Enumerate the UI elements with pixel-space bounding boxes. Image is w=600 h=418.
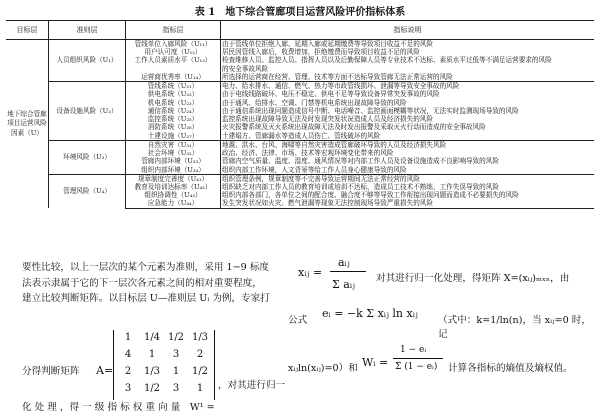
matrix-cell: 1 xyxy=(124,332,132,343)
header-goal: 目标层 xyxy=(6,21,49,40)
description-cell: 土建塌方、管廊漏水等造成人员伤亡、管线破坏的风险 xyxy=(222,131,381,140)
x-fraction-bar xyxy=(330,271,366,272)
table-header-row xyxy=(6,21,594,40)
table-caption: 表 1 地下综合管廊项目运营风险评价指标体系 xyxy=(194,7,406,18)
index-cell: 组织内部环境（U₃₄） xyxy=(126,166,221,175)
matrix-after-text: ，对其进行归一 xyxy=(218,380,286,391)
table-row xyxy=(6,140,594,149)
matrix-grid xyxy=(116,332,212,400)
matrix-cell: 2 xyxy=(124,366,132,377)
table-row xyxy=(6,40,594,49)
description-cell: 由于通信系统出现问题造成信号中断、电话噪音、监控画面模糊等状况，无法实时监测现场导致的风险 xyxy=(222,106,519,115)
left-line-3: 建立比较判断矩阵。以目标层 U—准则层 Uᵢ 为例，专家打 xyxy=(22,293,270,305)
header-index: 指标层 xyxy=(126,21,221,40)
matrix-cell: 1 xyxy=(196,383,204,394)
description-cell: 的安全事故风险 xyxy=(222,64,269,73)
matrix-label: 分得判断矩阵 xyxy=(22,366,80,377)
index-cell: 应急能力（U₄₄） xyxy=(126,199,221,208)
w-formula-num: 1 − eᵢ xyxy=(400,345,427,355)
index-cell: 消防系统（U₂₆） xyxy=(126,123,221,131)
matrix-cell: 1 xyxy=(172,366,180,377)
index-cell: 规章制度完善度（U₄₁） xyxy=(126,174,221,183)
matrix-row xyxy=(116,349,212,366)
index-cell: 土建设施（U₂₇） xyxy=(126,132,221,141)
description-cell: 组织管理条例，规章制度等不完善导致运营期间无法正常经营的风险 xyxy=(221,174,595,183)
description-cell: 发生突发状况如火灾、燃气泄漏等现象无法控制现场导致严重损失的风险 xyxy=(221,199,595,208)
description-cell: 居民因管线入廊后，收费增加，拒绝缴费而导致项目收益不足的风险 xyxy=(222,48,420,57)
index-cell: 监控系统（U₂₅） xyxy=(126,115,221,123)
index-cell: 供电系统（U₂₂） xyxy=(126,90,221,98)
matrix-cell: 3 xyxy=(124,383,132,394)
description-cell: 组织缺乏对内部工作人员的教育培训或培训不达标，造成员工技术不熟练，工作失误导致的风险 xyxy=(222,182,499,191)
description-cell: 由于电线线路破坏、电压不稳定、供电不足等导致设备异常突发事故的风险 xyxy=(222,90,440,99)
description-cell: 政治、经济、法律、市场、技术等宏观环境变化带来的风险 xyxy=(222,149,394,158)
goal-cell: 地下综合管廊项目运营风险因素（U） xyxy=(6,40,49,209)
index-cell: 自然灾害（U₃₁） xyxy=(126,140,221,149)
description-cell: 电力、给水排水、通信、燃气、热力等市政管线损坏、泄漏等导致安全事故的风险 xyxy=(221,82,595,91)
matrix-cell: 1 xyxy=(148,349,156,360)
index-cell: 运营商优秀率（U₁₄） xyxy=(126,73,221,82)
risk-index-table xyxy=(6,20,594,209)
matrix-row xyxy=(116,366,212,383)
description-cell: 管廊内空气质量、温度、湿度、通风情况等对内部工作人员及设备设施造成不良影响导致的风险 xyxy=(222,157,499,166)
header-criterion: 准则层 xyxy=(49,21,126,40)
index-cell: 组织协调性（U₄₃） xyxy=(126,191,221,199)
criterion-cell: 设备设施风险（U₂） xyxy=(49,82,126,141)
index-cell: 社会环境（U₃₂） xyxy=(126,149,221,157)
matrix-cell: 1/3 xyxy=(191,332,209,343)
index-cell: 通信系统（U₂₄） xyxy=(126,107,221,115)
right-line-3: xᵢⱼln(xᵢⱼ)=0）和 xyxy=(288,363,358,374)
index-cell: 机电系统（U₂₃） xyxy=(126,99,221,107)
criterion-cell: 环境风险（U₃） xyxy=(49,140,126,174)
description-cell: 地震、洪水、台风、海啸等自然灾害造成管廊破坏导致的人员及经济损失风险 xyxy=(221,140,595,149)
index-cell: 教育及培训达标率（U₄₂） xyxy=(126,183,221,191)
index-cell: 管线单位入廊风险（U₁₁） xyxy=(126,40,221,49)
w-formula-den: Σ (1 − eᵢ) xyxy=(395,362,438,372)
criterion-cell: 管理风险（U₄） xyxy=(49,174,126,208)
x-formula-num: aᵢⱼ xyxy=(338,256,350,269)
w-fraction-bar xyxy=(393,358,443,359)
index-cell: 工作人员素质水平（U₁₃） xyxy=(126,56,221,64)
index-cell: 管线系统（U₂₁） xyxy=(126,82,221,91)
matrix-cell: 4 xyxy=(124,349,132,360)
matrix-cell: 1/2 xyxy=(167,332,185,343)
index-cell xyxy=(126,65,221,73)
left-line-1: 要性比较，以上一层次的某个元素为准则，采用 1−9 标度 xyxy=(22,262,270,273)
matrix-cell: 1/3 xyxy=(143,366,161,377)
right-line-1: 对其进行归一化处理，得矩阵 X=(xᵢⱼ)ₘₓₙ，由 xyxy=(376,273,570,284)
description-cell: 所选择的运营商在经营、管理、技术等方面不达标导致管廊无法正常运营的风险 xyxy=(222,72,453,81)
index-cell: 用户认可度（U₁₂） xyxy=(126,48,221,56)
description-cell: 火灾报警系统及灭火系统出现故障无法及时发出报警及采取灭火行动而造成的安全事故风险 xyxy=(222,123,486,132)
left-bottom-text: 化 处 理 ，得 一 级 指 标 权 重 向 量 W¹ = xyxy=(22,402,215,413)
description-cell: 由于通风、给排水、空调、门禁等机电系统出现故障导致的风险 xyxy=(222,98,407,107)
description-cell: 组织内部工作环境，人文背景等给工作人员身心健康导致的风险 xyxy=(222,165,407,174)
matrix-cell: 3 xyxy=(172,383,180,394)
description-cell: 由于管线单位拒绝入廊、延期入廊或延期缴费等导致项目收益不足的风险 xyxy=(222,40,433,48)
matrix-cell: 3 xyxy=(172,349,180,360)
right-line-2b: （式中：k=1/ln(n)，当 xᵢⱼ=0 时，记 xyxy=(438,315,591,340)
description-cell: 检查维修人员、监控人员、指挥人员以及后勤保障人员等专业技术不达标、素质水平过低等不满足运营要求的风险 xyxy=(222,56,552,65)
right-line-3b: 计算各指标的熵值及熵权值。 xyxy=(448,363,573,374)
w-formula-lhs: Wᵢ = xyxy=(362,356,389,369)
matrix-a-label: A= xyxy=(96,364,114,377)
criterion-cell: 人员组织风险（U₁） xyxy=(49,40,126,82)
description-cell: 组织内部各部门，各单位之间的配合度、融合度不够等导致工作衔接出现问题而造成不必要损失的风险 xyxy=(222,191,519,200)
matrix-cell: 1/2 xyxy=(143,383,161,394)
right-line-2: 公式 xyxy=(288,315,308,326)
left-line-2: 法表示隶属于它的下一层次各元素之间的相对重要程度， xyxy=(22,277,262,289)
matrix-cell: 2 xyxy=(196,349,204,360)
e-formula: eᵢ = −k Σ xᵢⱼ ln xᵢⱼ xyxy=(322,307,418,320)
header-description: 指标说明 xyxy=(221,21,595,40)
matrix-cell: 1/4 xyxy=(143,332,161,343)
index-cell: 管廊内部环境（U₃₃） xyxy=(126,157,221,165)
left-paragraph xyxy=(22,260,277,307)
matrix-row xyxy=(116,332,212,349)
description-cell: 监控系统出现故障导致无法及时发现突发状况造成人员及经济损失的风险 xyxy=(222,115,433,124)
x-formula-den: Σ aᵢⱼ xyxy=(332,278,355,291)
x-formula-lhs: xᵢⱼ = xyxy=(298,266,323,279)
matrix-row xyxy=(116,383,212,400)
table-row xyxy=(6,174,594,183)
matrix-cell: 1/2 xyxy=(191,366,209,377)
